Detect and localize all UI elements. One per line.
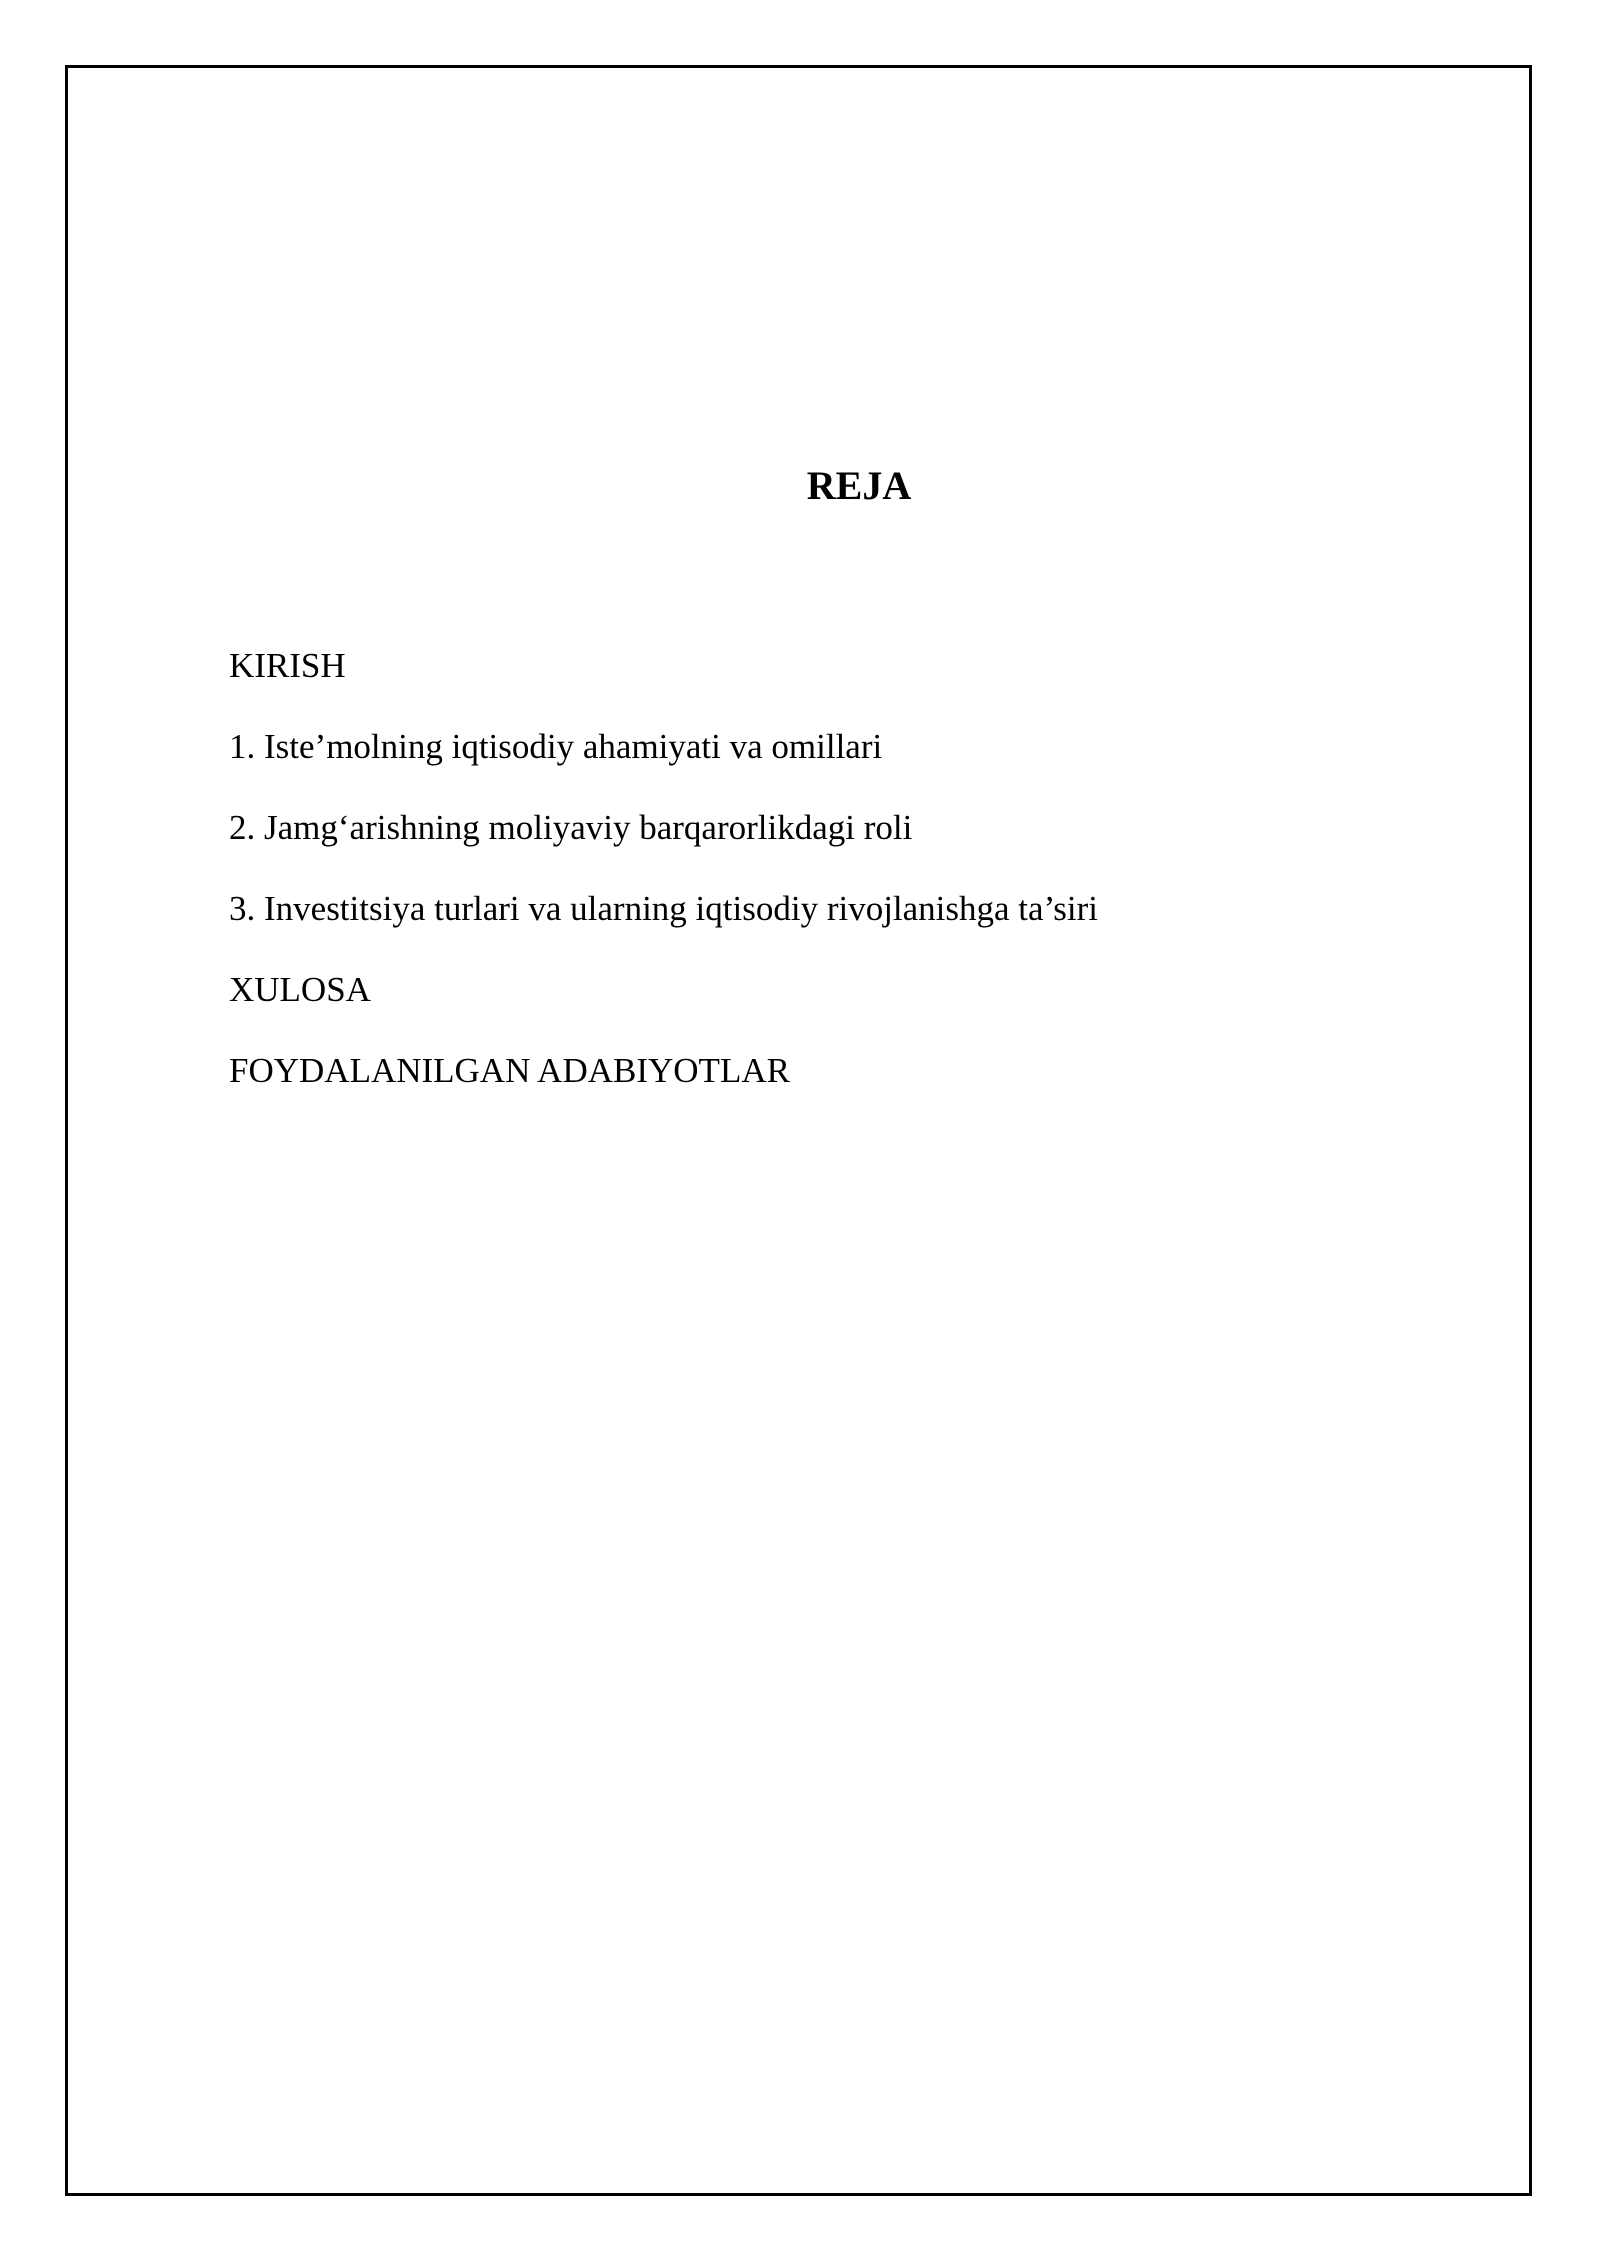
toc-item-chapter-1: 1. Iste’molning iqtisodiy ahamiyati va omillari [229, 727, 883, 766]
page-title: REJA [806, 463, 912, 508]
toc-item-conclusion: XULOSA [229, 970, 371, 1009]
toc-item-chapter-2: 2. Jamg‘arishning moliyaviy barqarorlikdagi roli [229, 808, 913, 847]
toc-item-chapter-3: 3. Investitsiya turlari va ularning iqtisodiy rivojlanishga ta’siri [229, 889, 1099, 928]
toc-item-references: FOYDALANILGAN ADABIYOTLAR [229, 1051, 790, 1090]
page-border [65, 65, 1532, 2196]
table-of-contents [229, 640, 1098, 1126]
toc-item-introduction: KIRISH [229, 646, 346, 685]
